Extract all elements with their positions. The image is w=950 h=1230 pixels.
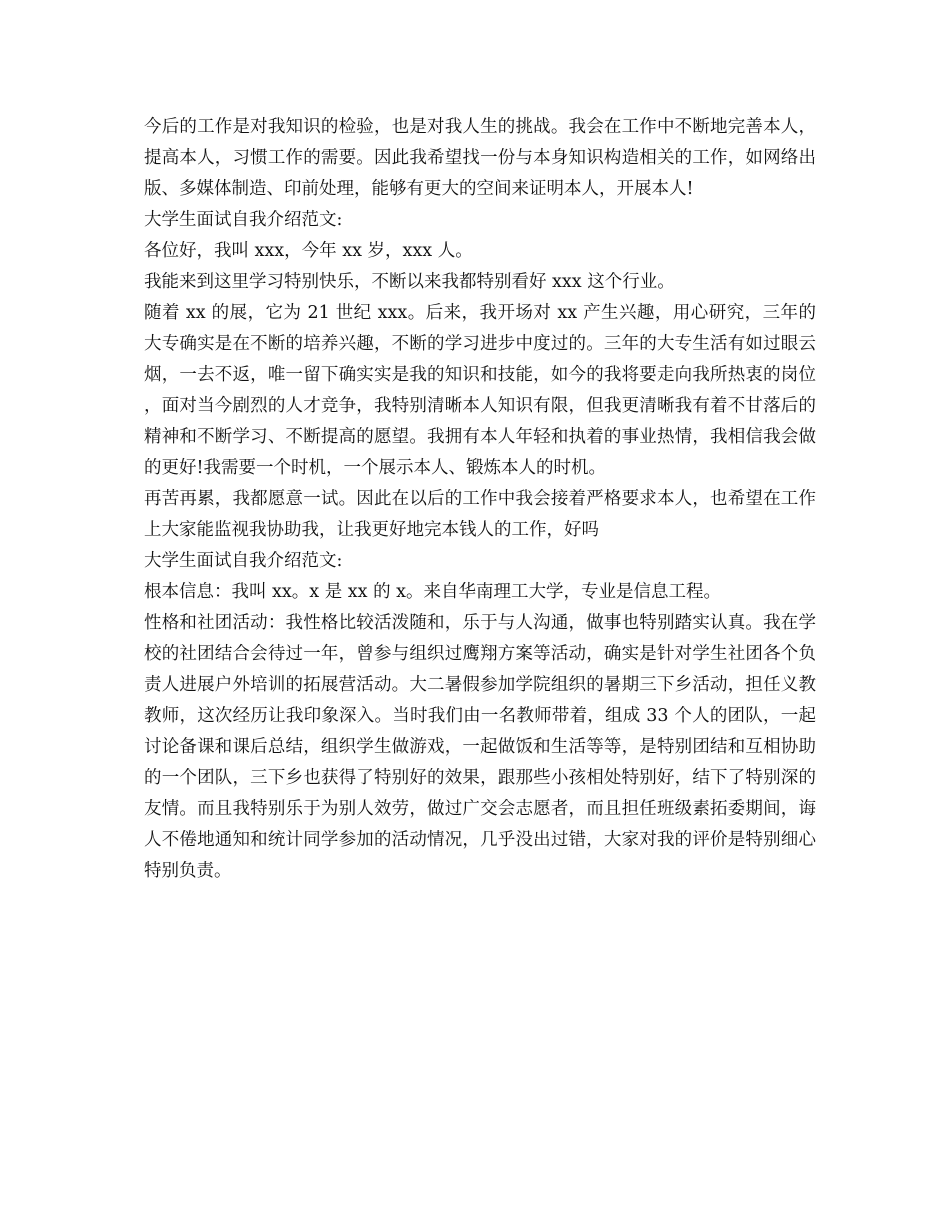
paragraph-personality-activities: 性格和社团活动：我性格比较活泼随和，乐于与人沟通，做事也特别踏实认真。我在学校的社团结合会待过一年，曾参与组织过鹰翔方案等活动，确实是针对学生社团各个负责人进展户外培训的拓展营活动。大二暑假参加学院组织的暑期三下乡活动，担任义教教师，这次经历让我印象深入。当时我们由一名教师带着，组成 33 个人的团队，一起讨论备课和课后总结，组织学生做游戏，一起做饭和生活等等，是特别团结和互相协助的一个团队，三下乡也获得了特别好的效果，跟那些小孩相处特别好，结下了特别深的友情。而且我特别乐于为别人效劳，做过广交会志愿者，而且担任班级素拓委期间，诲人不倦地通知和统计同学参加的活动情况，几乎没出过错，大家对我的评价是特别细心特别负责。 [144,613,816,881]
document-body [144,112,816,887]
paragraph-career-goals: 今后的工作是对我知识的检验，也是对我人生的挑战。我会在工作中不断地完善本人，提高本人，习惯工作的需要。因此我希望找一份与本身知识构造相关的工作，如网络出版、多媒体制造、印前处理，能够有更大的空间来证明本人，开展本人! [144,117,816,199]
paragraph-college-experience: 随着 xx 的展，它为 21 世纪 xxx。后来，我开场对 xx 产生兴趣，用心研究，三年的大专确实是在不断的培养兴趣，不断的学习进步中度过的。三年的大专生活有如过眼云烟，一去不返，唯一留下确实实是我的知识和技能，如今的我将要走向我所热衷的岗位，面对当今剧烈的人才竞争，我特别清晰本人知识有限，但我更清晰我有着不甘落后的精神和不断学习、不断提高的愿望。我拥有本人年轻和执着的事业热情，我相信我会做的更好!我需要一个时机，一个展示本人、锻炼本人的时机。 [144,303,816,478]
section-heading-self-intro-1: 大学生面试自我介绍范文: [144,210,343,230]
paragraph-commitment: 再苦再累，我都愿意一试。因此在以后的工作中我会接着严格要求本人，也希望在工作上大家能监视我协助我，让我更好地完本钱人的工作，好吗 [144,489,816,540]
paragraph-greeting: 各位好，我叫 xxx，今年 xx 岁，xxx 人。 [144,241,473,261]
section-heading-self-intro-2: 大学生面试自我介绍范文: [144,551,343,571]
paragraph-happy-to-be-here: 我能来到这里学习特别快乐，不断以来我都特别看好 xxx 这个行业。 [144,272,675,292]
paragraph-basic-info: 根本信息：我叫 xx。x 是 xx 的 x。来自华南理工大学，专业是信息工程。 [144,582,722,602]
